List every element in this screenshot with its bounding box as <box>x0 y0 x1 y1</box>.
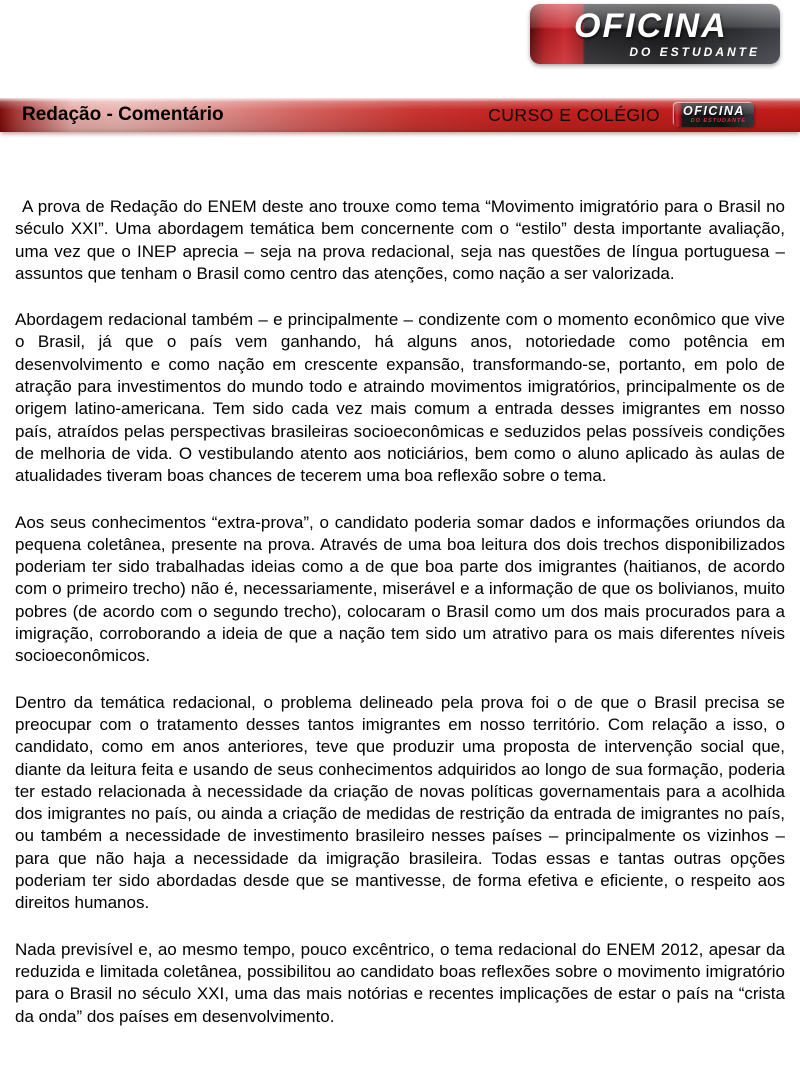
page-title: Redação - Comentário <box>22 104 224 125</box>
header-right-label: CURSO E COLÉGIO <box>488 104 660 125</box>
header-bar <box>0 98 800 132</box>
oficina-mini-logo-brand-text: OFICINA <box>683 104 745 119</box>
paragraph-4: Dentro da temática redacional, o problema delineado pela prova foi o de que o Brasil precisa se preocupar com o tratamento desses tantos imigrantes em nosso território. Com relação a isso, o candidato, como em anos anteriores, teve que produzir uma proposta de intervenção social que, diante da leitura feita e usando de seus conhecimentos adquiridos ao longo de sua formação, poderia ter estado relacionada à necessidade da criação de novas políticas governamentais para a acolhida dos imigrantes no país, ou ainda a criação de medidas de restrição da entrada de imigrantes no país, ou também a necessidade de investimento brasileiro nesses países – principalmente os vizinhos – para que não haja a necessidade da imigração brasileira. Todas essas e tantas outras opções poderiam ter sido abordadas desde que se mantivesse, de forma efetiva e eficiente, o respeito aos direitos humanos. <box>15 692 785 913</box>
paragraph-5: Nada previsível e, ao mesmo tempo, pouco excêntrico, o tema redacional do ENEM 2012, apesar da reduzida e limitada coletânea, possibilitou ao candidato boas reflexões sobre o movimento imigratório para o Brasil no século XXI, uma das mais notórias e recentes implicações de estar o país na “crista da onda” dos países em desenvolvimento. <box>15 939 785 1026</box>
oficina-mini-logo <box>674 103 754 127</box>
paragraph-3: Aos seus conhecimentos “extra-prova”, o candidato poderia somar dados e informações oriundos da pequena coletânea, presente na prova. Através de uma boa leitura dos dois trechos disponibilizados poderiam ter sido trabalhadas ideias como a de que boa parte dos imigrantes (haitianos, de acordo com o primeiro trecho) não é, necessariamente, miserável e a informação de que os bolivianos, muito pobres (de acordo com o segundo trecho), colocaram o Brasil como um dos mais procurados para a imigração, corroborando a ideia de que a nação tem sido um atrativo para os mais diferentes níveis socioeconômicos. <box>15 512 785 666</box>
oficina-logo-tagline-text: DO ESTUDANTE <box>629 45 760 59</box>
paragraph-2: Abordagem redacional também – e principalmente – condizente com o momento econômico que vive o Brasil, já que o país vem ganhando, há alguns anos, notoriedade como potência em desenvolvimento e como nação em crescente expansão, transformando-se, portanto, em polo de atração para investimentos do mundo todo e atraindo movimentos imigratórios, principalmente os de origem latino-americana. Tem sido cada vez mais comum a entrada desses imigrantes em nosso país, atraídos pelas perspectivas brasileiras socioeconômicas e seduzidos pelas possíveis condições de melhoria de vida. O vestibulando atento aos noticiários, bem como o aluno aplicado às aulas de atualidades tiveram boas chances de tecerem uma boa reflexão sobre o tema. <box>15 310 785 486</box>
oficina-logo <box>530 4 780 64</box>
paragraph-1: A prova de Redação do ENEM deste ano trouxe como tema “Movimento imigratório para o Brasil no século XXI”. Uma abordagem temática bem concernente com o “estilo” desta importante avaliação, uma vez que o INEP aprecia – seja na prova redacional, seja nas questões de língua portuguesa – assuntos que tenham o Brasil como centro das atenções, como nação a ser valorizada. <box>15 197 785 283</box>
article <box>15 196 785 1052</box>
oficina-logo-brand-text: OFICINA <box>574 7 728 45</box>
oficina-mini-logo-tagline-text: DO ESTUDANTE <box>690 118 746 125</box>
